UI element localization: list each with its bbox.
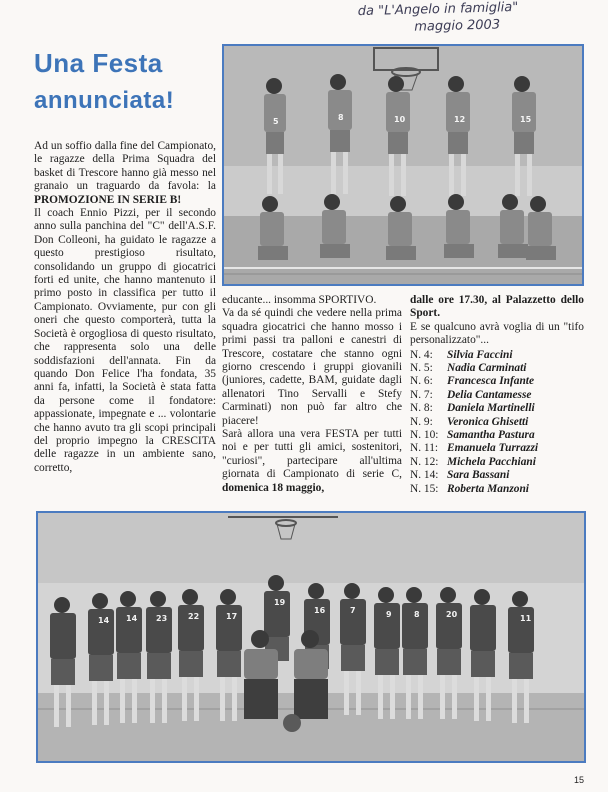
player-roster [410, 349, 584, 496]
jersey-number: 12 [454, 115, 466, 124]
roster-name: Francesca Infante [447, 375, 535, 388]
title-line2: annunciata! [34, 87, 175, 114]
youth-team-photo [36, 511, 586, 763]
roster-number: N. 14: [410, 469, 439, 482]
roster-item [410, 375, 584, 388]
jersey-number: 9 [386, 610, 392, 619]
page-number: 15 [574, 775, 585, 785]
title-line1: Una Festa [34, 48, 163, 78]
jersey-number: 16 [314, 606, 326, 615]
roster-item [410, 442, 584, 455]
roster-name: Samantha Pastura [447, 429, 535, 442]
roster-name: Veronica Ghisetti [447, 415, 529, 428]
promotion-highlight: PROMOZIONE IN SERIE B! [34, 193, 182, 206]
jersey-number: 14 [98, 616, 110, 625]
roster-number: N. 9: [410, 415, 433, 428]
paragraph-festa [222, 428, 402, 495]
roster-name: Nadia Carminati [447, 362, 527, 375]
jersey-number: 7 [350, 606, 356, 615]
roster-item [410, 429, 584, 442]
roster-number: N. 6: [410, 375, 433, 388]
team-photo-image [224, 46, 582, 284]
intro-text: Ad un soffio dalla fine del Campionato, le ragazze della Prima Squadra del basket di Trescore hanno già messo nel granaio un traguardo da favola: la [34, 140, 216, 193]
jersey-number: 10 [394, 115, 406, 124]
festa-text: Sarà allora una vera FESTA per tutti noi e per tutti gli amici, sostenitori, "curiosi", partecipare all'ultima giornata di Campionato di serie C, [222, 428, 402, 481]
roster-number: N. 7: [410, 388, 433, 401]
roster-item [410, 389, 584, 402]
roster-name: Roberta Manzoni [447, 482, 529, 495]
roster-name: Silvia Faccini [447, 348, 513, 361]
jersey-number: 15 [520, 115, 532, 124]
jersey-number: 23 [156, 614, 168, 623]
festa-date: domenica 18 maggio, [222, 481, 325, 494]
roster-number: N. 8: [410, 402, 433, 415]
paragraph-coach: Il coach Ennio Pizzi, per il secondo anno sulla panchina del "C" dell'A.S.F. Don Colleoni, ha guidato le ragazze a questo prestigioso risultato, consolidando un gruppo di giocatrici forti ed unite, che hanno mantenuto il primo posto in classifica per tutto il Campionato. Ovviamente, pur con gli oneri che questo comporterà, tutta la Società è orgogliosa di questo risultato, che rappresenta solo una delle soddisfazioni dell'annata. Fin da quando Don Felice l'ha fondata, 35 anni fa, infatti, la Società è stata fatta da persone come il fondatore: appassionate, impegnate e ... volontarie che hanno avuto tra gli scopi principali del proprio impegno la CRESCITA delle ragazze in un ambiente sano, corretto, [34, 207, 216, 474]
jersey-number: 11 [520, 614, 532, 623]
paragraph-sportivo: educante... insomma SPORTIVO. [222, 294, 377, 306]
column-1 [34, 140, 216, 475]
roster-number: N. 4: [410, 348, 433, 361]
jersey-number: 8 [414, 610, 420, 619]
paragraph-tifo: E se qualcuno avrà voglia di un "tifo personalizzato"... [410, 320, 584, 347]
jersey-number: 8 [338, 113, 344, 122]
handwritten-source-note [358, 0, 599, 37]
column-3 [410, 294, 584, 496]
youth-team-photo-image [38, 513, 584, 761]
team-photo [222, 44, 584, 286]
column-2 [222, 294, 402, 495]
roster-item [410, 456, 584, 469]
jersey-number: 17 [226, 612, 238, 621]
jersey-number: 20 [446, 610, 458, 619]
roster-item [410, 362, 584, 375]
roster-name: Emanuela Turrazzi [447, 442, 539, 455]
jersey-number: 22 [188, 612, 200, 621]
paragraph-youth: Va da sé quindi che vedere nella prima squadra giocatrici che hanno mosso i primi passi tra palloni e canestri di Trescore, costatare che stanno ogni giorno crescendo i gruppi giovanili (juniores, cadette, BAM, guidate dagli allenatori Tino Servalli e Stefy Carminati) non può far altro che piacere! [222, 307, 402, 427]
handwritten-note-line1: da "L'Angelo in famiglia" [357, 0, 519, 20]
paragraph-intro [34, 140, 216, 207]
roster-number: N. 12: [410, 455, 439, 468]
roster-item [410, 402, 584, 415]
roster-name: Daniela Martinelli [447, 402, 535, 415]
jersey-number: 5 [273, 117, 279, 126]
roster-number: N. 11: [410, 442, 439, 455]
handwritten-note-line2: maggio 2003 [414, 17, 501, 35]
article-title [34, 44, 224, 120]
jersey-number: 14 [126, 614, 138, 623]
roster-item [410, 349, 584, 362]
roster-number: N. 10: [410, 429, 439, 442]
roster-name: Delia Cantamesse [447, 388, 532, 401]
roster-number: N. 5: [410, 362, 433, 375]
roster-item [410, 469, 584, 482]
paragraph-venue: dalle ore 17.30, al Palazzetto dello Sport. [410, 294, 584, 320]
roster-item [410, 483, 584, 496]
roster-name: Sara Bassani [447, 469, 510, 482]
jersey-number: 19 [274, 598, 286, 607]
roster-item [410, 416, 584, 429]
roster-name: Michela Pacchiani [447, 455, 536, 468]
roster-number: N. 15: [410, 482, 439, 495]
